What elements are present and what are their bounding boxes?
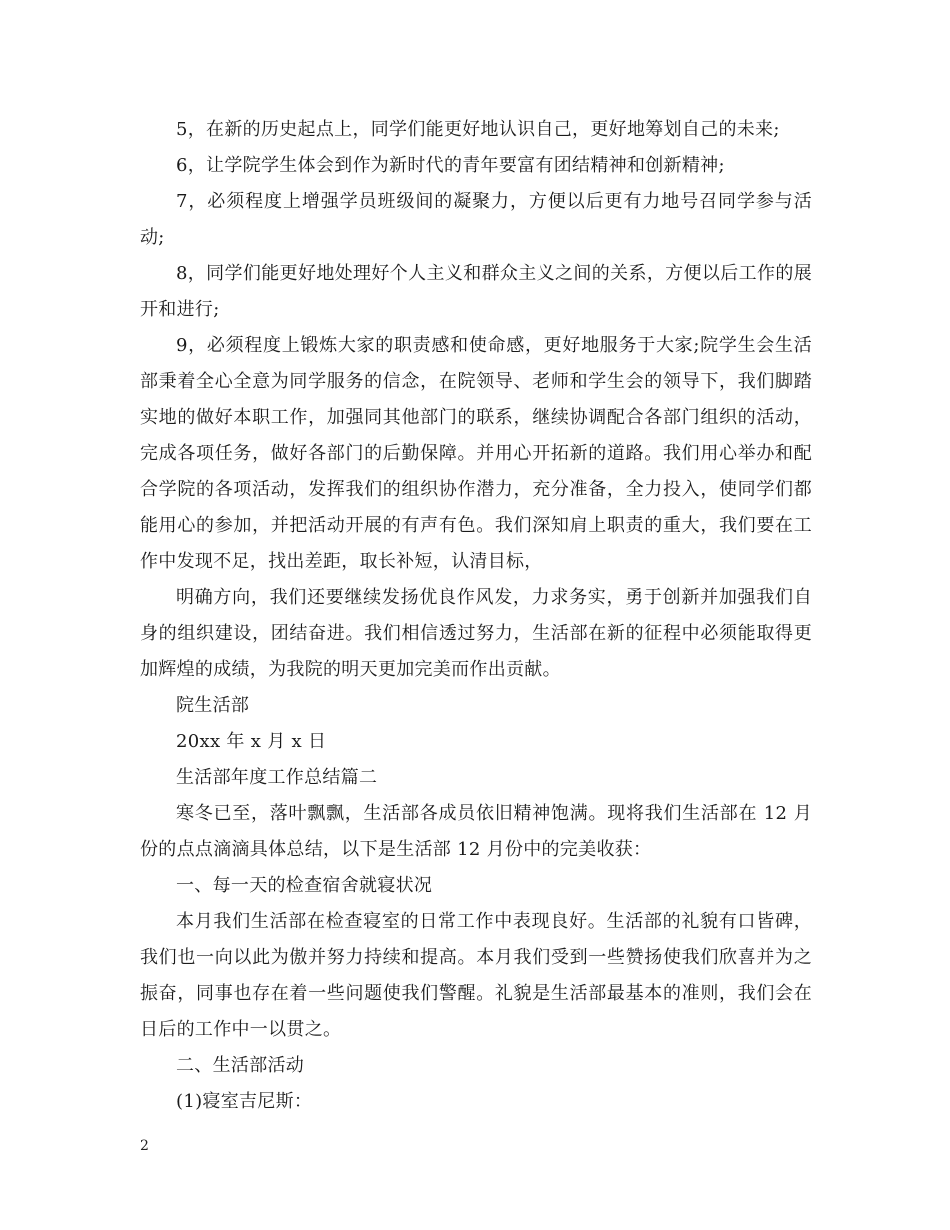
document-body xyxy=(140,112,812,1120)
signature-date: 20xx 年 x 月 x 日 xyxy=(176,731,327,752)
paragraph-item-9: 9，必须程度上锻炼大家的职责感和使命感，更好地服务于大家;院学生会生活部秉着全心全意为同学服务的信念，在院领导、老师和学生会的领导下，我们脚踏实地的做好本职工作，加强同其他部门的联系，继续协调配合各部门组织的活动，完成各项任务，做好各部门的后勤保障。并用心开拓新的道路。我们用心举办和配合学院的各项活动，发挥我们的组织协作潜力，充分准备，全力投入，使同学们都能用心的参加，并把活动开展的有声有色。我们深知肩上职责的重大，我们要在工作中发现不足，找出差距，取长补短，认清目标， xyxy=(140,335,812,572)
heading-activities: 二、生活部活动 xyxy=(176,1055,305,1076)
signature-department: 院生活部 xyxy=(176,695,250,716)
paragraph-intro: 寒冬已至，落叶飘飘，生活部各成员依旧精神饱满。现将我们生活部在 12 月份的点点滴滴具体总结，以下是生活部 12 月份中的完美收获： xyxy=(140,803,812,860)
subheading-dorm-guinness: (1)寝室吉尼斯： xyxy=(176,1091,313,1112)
paragraph-item-8: 8，同学们能更好地处理好个人主义和群众主义之间的关系，方便以后工作的展开和进行; xyxy=(140,263,812,320)
heading-dorm-check: 一、每一天的检查宿舍就寝状况 xyxy=(176,875,433,896)
paragraph-item-5: 5，在新的历史起点上，同学们能更好地认识自己，更好地筹划自己的未来; xyxy=(176,119,780,140)
paragraph-dorm-check: 本月我们生活部在检查寝室的日常工作中表现良好。生活部的礼貌有口皆碑，我们也一向以此为傲并努力持续和提高。本月我们受到一些赞扬使我们欣喜并为之振奋，同事也存在着一些问题使我们警醒。礼貌是生活部最基本的准则，我们会在日后的工作中一以贯之。 xyxy=(140,911,812,1040)
paragraph-conclusion: 明确方向，我们还要继续发扬优良作风发，力求务实，勇于创新并加强我们自身的组织建设，团结奋进。我们相信透过努力，生活部在新的征程中必须能取得更加辉煌的成绩，为我院的明天更加完美而作出贡献。 xyxy=(140,587,812,680)
paragraph-item-6: 6，让学院学生体会到作为新时代的青年要富有团结精神和创新精神; xyxy=(176,155,725,176)
paragraph-item-7: 7，必须程度上增强学员班级间的凝聚力，方便以后更有力地号召同学参与活动; xyxy=(140,191,812,248)
section-title: 生活部年度工作总结篇二 xyxy=(176,767,378,788)
page-number: 2 xyxy=(140,1138,149,1154)
